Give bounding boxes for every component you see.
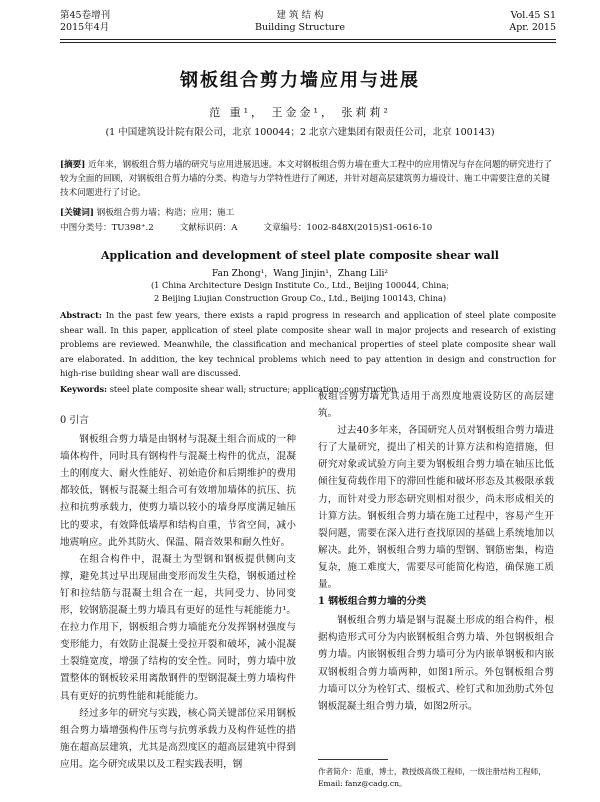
abstract-cn-label: [摘要] (60, 160, 86, 170)
paragraph: 钢板组合剪力墙是由钢材与混凝土组合而成的一种墙体构件，同时具有钢构件与混凝土构件的优点，混凝土的刚度大、耐火性能好、初始造价和后期维护的费用都较低，钢板与混凝土组合可有效增加墙体的抗压、抗拉和抗剪承载力，使剪力墙以较小的墙身厚度满足轴压比的要求，有效降低墙厚和结构自重，节省空间，减小地震响应。此外其防火、保温、隔音效果和耐久性好。 (60, 434, 296, 548)
paragraph: 板组合剪力墙尤其适用于高烈度地震设防区的高层建筑。 (318, 391, 554, 420)
abstract-cn (60, 158, 556, 200)
author-footnote (318, 766, 558, 790)
header-journal-en: Building Structure (255, 22, 345, 33)
authors-cn: 范 重¹， 王金金¹， 张莉莉² (209, 106, 391, 119)
header-volume-en: Vol.45 S1 (510, 10, 556, 21)
header-rule-thin (60, 42, 556, 43)
section-heading-introduction: 0 引言 (60, 415, 89, 426)
affiliation-cn: (1 中国建筑设计院有限公司，北京 100044；2 北京六建集团有限责任公司，北京 100143) (105, 127, 495, 138)
paragraph: 在组合构件中，混凝土为型钢和钢板提供侧向支撑，避免其过早出现屈曲变形而发生失稳，钢板通过栓钉和拉结筋与混凝土组合在一起，共同受力、协同变形，较钢筋混凝土剪力墙具有更好的延性与耗能能力¹。在拉力作用下，钢板组合剪力墙能充分发挥钢材强度与变形能力，有效防止混凝土受拉开裂和破坏，减小混凝土裂缝宽度，增强了结构的安全性。同时，剪力墙中放置整体的钢板较采用离散钢件的型钢混凝土剪力墙构件具有更好的抗剪性能和耗能能力。 (60, 553, 296, 702)
header-right (509, 10, 556, 34)
paper-title-en: Application and development of steel plate composite shear wall (101, 249, 499, 262)
paper-title-cn: 钢板组合剪力墙应用与进展 (180, 70, 420, 91)
footnote-email: Email: fanz@cadg.cn。 (318, 779, 407, 788)
header-date-cn: 2015年4月 (60, 22, 110, 33)
body-column-right (318, 388, 554, 715)
footnote-author-bio: 作者简介：范重，博士，教授级高级工程师，一级注册结构工程师， (318, 767, 546, 776)
paragraph: 经过多年的研究与实践，核心筒关键部位采用钢板组合剪力墙增强构件压弯与抗剪承载力及构件延性的措施在超高层建筑，尤其是高烈度区的超高层建筑中得到应用。迄今研究成果以及工程实践表明，钢 (60, 707, 296, 770)
authors-en: Fan Zhong¹，Wang Jinjin¹，Zhang Lili² (212, 269, 388, 279)
abstract-cn-text: 近年来，钢板组合剪力墙的研究与应用进展迅速。本文对钢板组合剪力墙在重大工程中的应用情况与存在问题的研究进行了较为全面的回顾，对钢板组合剪力墙的分类、构造与力学特性进行了阐述，并针对超高层建筑剪力墙设计、施工中需要注意的关键技术问题进行了讨论。 (60, 160, 553, 198)
affiliation-en-2: 2 Beijing Liujian Construction Group Co., Ltd., Beijing 100143, China) (153, 293, 447, 303)
abstract-en (60, 308, 556, 381)
document-code: 文献标识码：A (179, 223, 238, 233)
keywords-en-text: steel plate composite shear wall; structure; application; construction (109, 384, 397, 394)
keywords-cn-text: 钢板组合剪力墙；构造；应用；施工 (96, 208, 235, 218)
abstract-en-label: Abstract: (60, 310, 102, 320)
keywords-cn (60, 206, 556, 220)
header-volume-cn: 第45卷增刊 (60, 10, 111, 21)
abstract-en-text: In the past few years, there exists a rapid progress in research and application of steel plate composite shear wall. In this paper, application of steel plate composite shear wall in major projects and research of existing problems are reviewed. Meanwhile, the classification and mechanical properties of steel plate composite shear wall are elaborated. In addition, the key technical problems which need to pay attention in design and construction for high-rise building shear wall are discussed. (60, 310, 557, 379)
header-date-en: Apr. 2015 (509, 22, 556, 33)
header-journal-cn: 建 筑 结 构 (276, 10, 324, 21)
article-number: 文章编号：1002-848X(2015)S1-0616-10 (263, 223, 433, 233)
section-heading-classification: 1 钢板组合剪力墙的分类 (318, 596, 427, 608)
header-rule-thick (60, 39, 556, 40)
classification-line (60, 221, 556, 235)
paragraph: 钢板组合剪力墙是钢与混凝土形成的组合构件，根据构造形式可分为内嵌钢板组合剪力墙、外包钢板组合剪力墙。内嵌钢板组合剪力墙可分为内嵌单钢板和内嵌双钢板组合剪力墙两种，如图1所示。外包钢板组合剪力墙可以分为栓钉式、缀板式、栓钉式和加劲肋式外包钢板混凝土组合剪力墙，如图2所示。 (318, 615, 554, 712)
keywords-en-label: Keywords: (60, 384, 108, 394)
footnote-rule (318, 759, 388, 760)
paragraph: 过去40多年来，各国研究人员对钢板组合剪力墙进行了大量研究，提出了相关的计算方法和构造措施，但研究对象或试验方向主要为钢板组合剪力墙在轴压比低倾往复荷载作用下的滞回性能和破坏形态及其极限承载力，而针对受力形态研究则相对很少，尚未形成相关的计算方法。钢板组合剪力墙在施工过程中，容易产生开裂问题，需要在深入进行查找原因的基础上系统地加以解决。此外，钢板组合剪力墙的型钢、钢筋密集，构造复杂，施工难度大，需要尽可能简化构造，确保施工质量。 (318, 425, 554, 591)
body-column-left (60, 412, 296, 773)
affiliation-en-1: (1 China Architecture Design Institute Co., Ltd., Beijing 100044, China; (150, 280, 450, 290)
keywords-cn-label: [关键词] (60, 208, 94, 218)
clc-number: 中图分类号：TU398⁺.2 (60, 223, 154, 233)
